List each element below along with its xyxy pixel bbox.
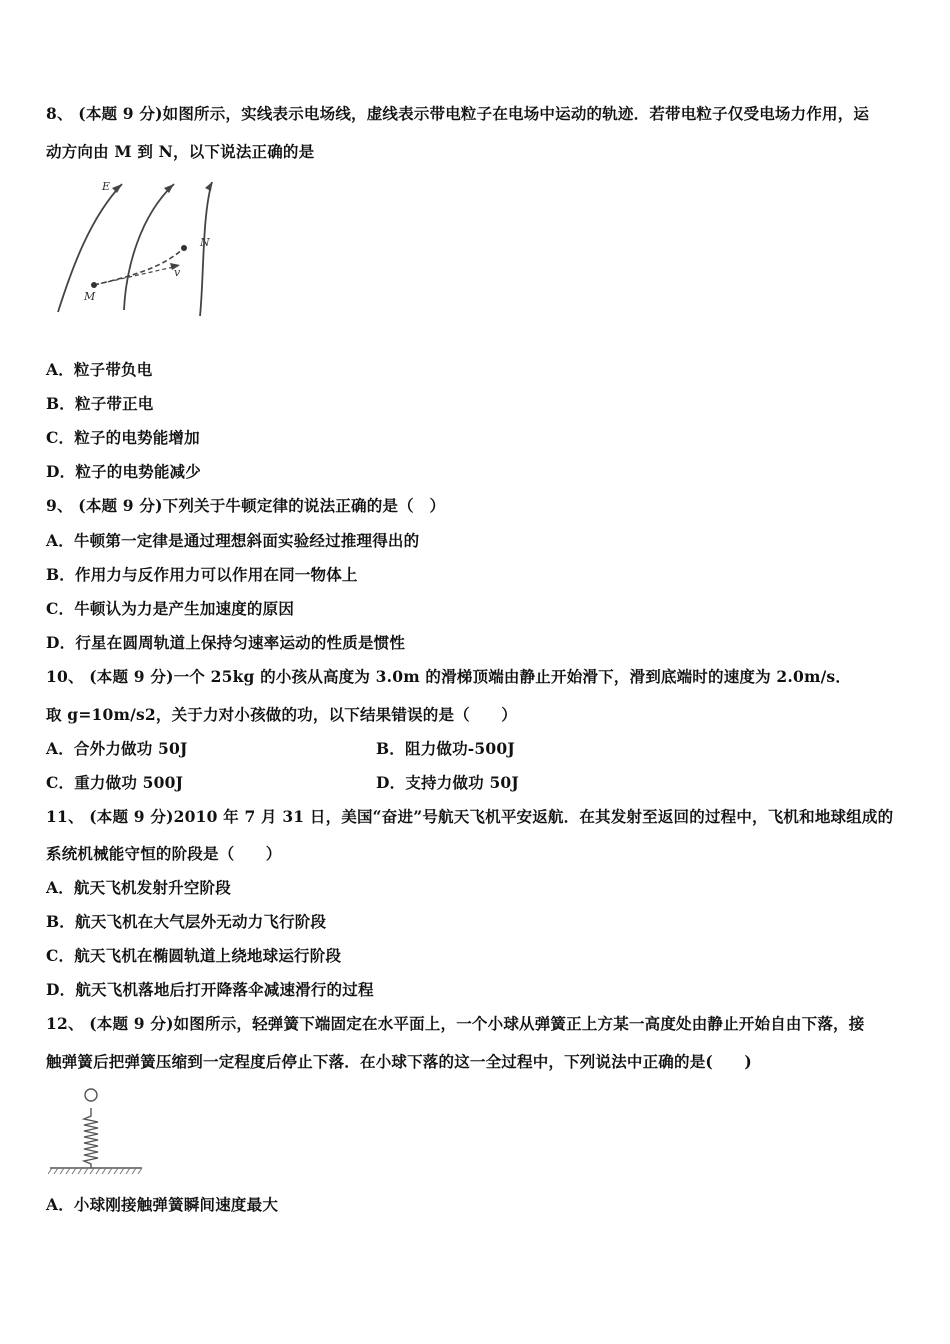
spring (84, 1108, 98, 1168)
electric-field-figure (50, 176, 225, 324)
trajectory-path (94, 248, 184, 285)
spring-figure (48, 1086, 144, 1178)
q8-option-a: A．粒子带负电 (46, 360, 153, 379)
q9-option-b: B．作用力与反作用力可以作用在同一物体上 (46, 565, 358, 584)
q8-option-d: D．粒子的电势能减少 (46, 462, 201, 481)
q12-stem-line1: 12、 (本题 9 分)如图所示，轻弹簧下端固定在水平面上，一个小球从弹簧正上方某一高度处由静止开始自由下落，接 (46, 1014, 865, 1033)
q10-stem-line1: 10、 (本题 9 分)一个 25kg 的小孩从高度为 3.0m 的滑梯顶端由静止开始滑下，滑到底端时的速度为 2.0m/s． (46, 667, 852, 686)
q11-option-b: B．航天飞机在大气层外无动力飞行阶段 (46, 912, 327, 931)
field-line-3 (200, 182, 212, 316)
q12-stem-line2: 触弹簧后把弹簧压缩到一定程度后停止下落．在小球下落的这一全过程中，下列说法中正确的是( ) (46, 1052, 752, 1071)
ground-hatching (48, 1168, 142, 1174)
q11-option-c: C．航天飞机在椭圆轨道上绕地球运行阶段 (46, 946, 342, 965)
q9-stem: 9、 (本题 9 分)下列关于牛顿定律的说法正确的是（ ） (46, 496, 446, 515)
point-n (181, 245, 187, 251)
q9-option-c: C．牛顿认为力是产生加速度的原因 (46, 599, 295, 618)
q9-option-a: A．牛顿第一定律是通过理想斜面实验经过推理得出的 (46, 531, 420, 550)
q11-stem-line1: 11、 (本题 9 分)2010 年 7 月 31 日，美国“奋进”号航天飞机平安返航．在其发射至返回的过程中，飞机和地球组成的 (46, 807, 894, 826)
ball (85, 1089, 97, 1101)
label-n: N (200, 236, 210, 249)
field-line-2 (124, 184, 174, 310)
point-m (91, 282, 97, 288)
q10-option-a: A．合外力做功 50J (46, 739, 188, 758)
label-v: v (174, 266, 181, 279)
q11-option-a: A．航天飞机发射升空阶段 (46, 878, 231, 897)
q10-option-d: D．支持力做功 50J (376, 773, 519, 792)
q12-option-a: A．小球刚接触弹簧瞬间速度最大 (46, 1195, 279, 1214)
q10-option-c: C．重力做功 500J (46, 773, 184, 792)
q8-stem-line1: 8、 (本题 9 分)如图所示，实线表示电场线，虚线表示带电粒子在电场中运动的轨迹．若带电粒子仅受电场力作用，运 (46, 104, 870, 123)
label-m: M (84, 290, 96, 303)
q8-option-b: B．粒子带正电 (46, 394, 154, 413)
q8-stem-line2: 动方向由 M 到 N，以下说法正确的是 (46, 142, 315, 161)
q8-option-c: C．粒子的电势能增加 (46, 428, 200, 447)
q11-stem-line2: 系统机械能守恒的阶段是（ ） (46, 844, 282, 863)
q10-option-b: B．阻力做功-500J (376, 739, 515, 758)
field-arrowheads (112, 182, 212, 193)
label-e: E (102, 180, 111, 193)
q9-option-d: D．行星在圆周轨道上保持匀速率运动的性质是惯性 (46, 633, 406, 652)
q11-option-d: D．航天飞机落地后打开降落伞减速滑行的过程 (46, 980, 374, 999)
q10-stem-line2: 取 g=10m/s2，关于力对小孩做的功，以下结果错误的是（ ） (46, 705, 517, 724)
